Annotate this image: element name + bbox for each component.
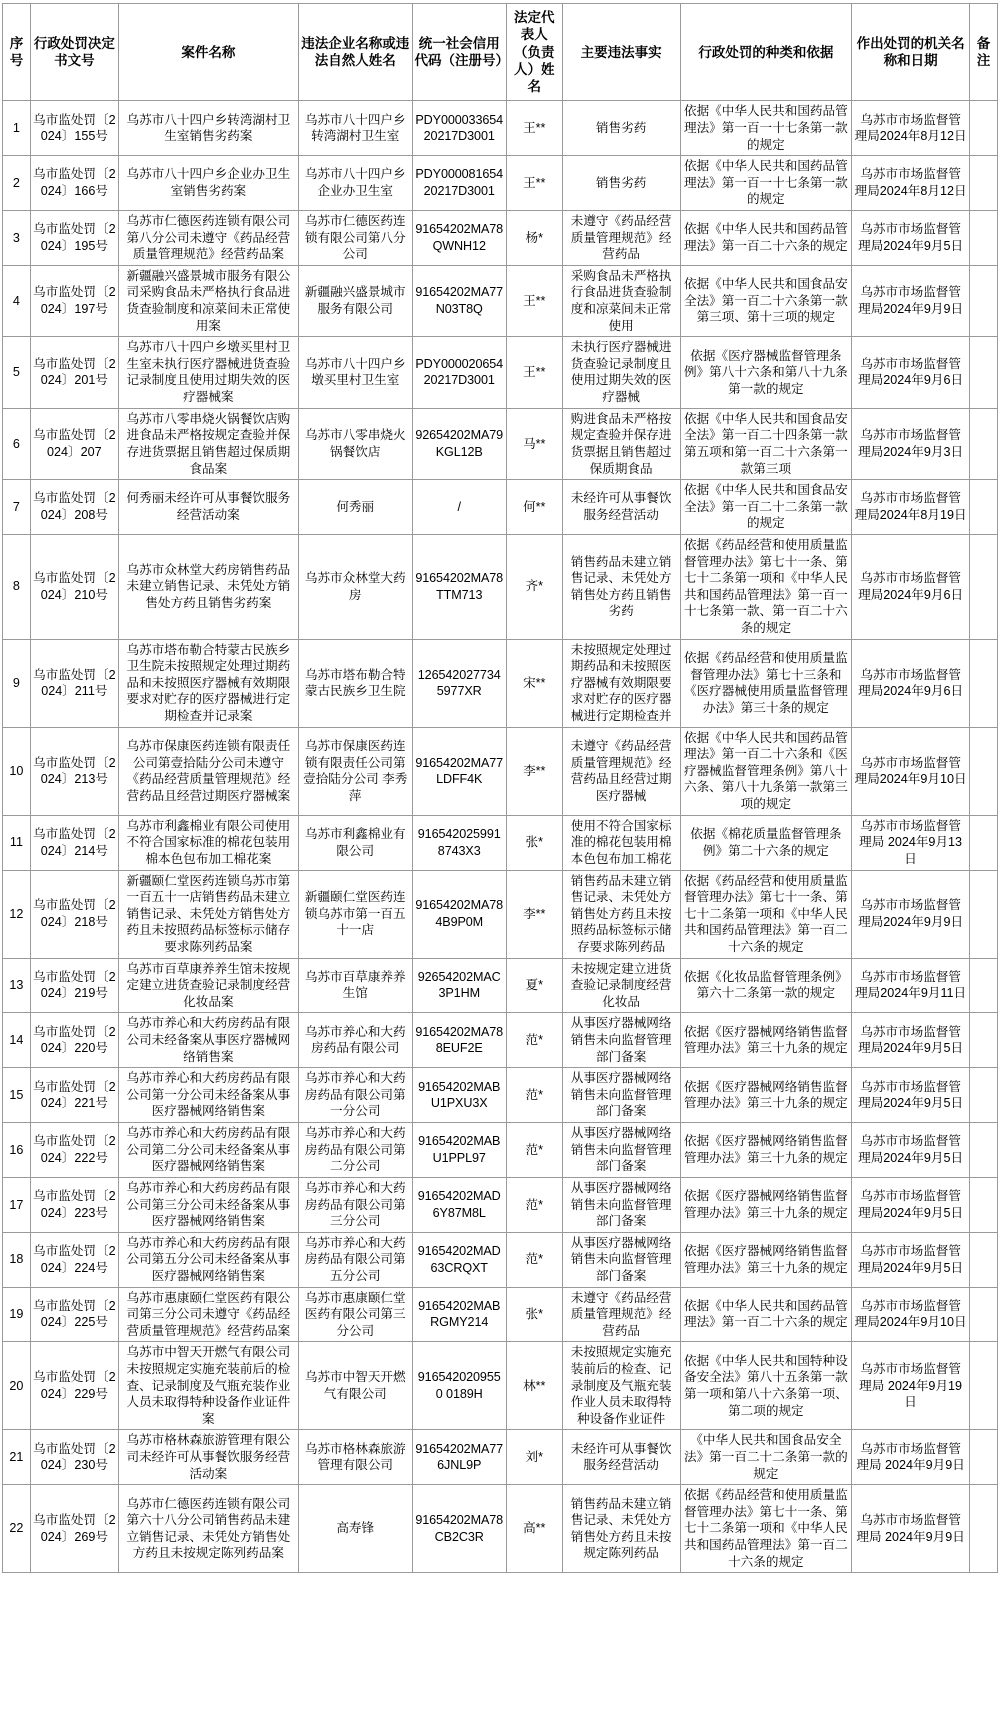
row-basis: 依据《中华人民共和国药品管理法》第一百二十六条的规定 (680, 210, 852, 265)
row-facts: 未按照规定实施充装前后的检查、记录制度及气瓶充装作业人员未取得特种设备作业证件 (562, 1342, 680, 1430)
table-row (3, 1430, 998, 1485)
row-remark (970, 101, 998, 156)
header-credit-code: 统一社会信用代码（注册号） (412, 4, 506, 101)
row-legal-rep: 张* (506, 1287, 562, 1342)
row-entity-name: 乌苏市八十四户乡墩买里村卫生室 (298, 337, 412, 408)
row-facts: 从事医疗器械网络销售未向监督管理部门备案 (562, 1013, 680, 1068)
row-index: 10 (3, 727, 31, 815)
row-index: 22 (3, 1485, 31, 1573)
row-legal-rep: 林** (506, 1342, 562, 1430)
row-index: 20 (3, 1342, 31, 1430)
row-remark (970, 1287, 998, 1342)
row-remark (970, 1342, 998, 1430)
row-index: 8 (3, 534, 31, 639)
row-index: 7 (3, 480, 31, 535)
row-credit-code: PDY00003365420217D3001 (412, 101, 506, 156)
row-entity-name: 乌苏市八零串烧火锅餐饮店 (298, 408, 412, 479)
row-entity-name: 乌苏市惠康颐仁堂医药有限公司第三分公司 (298, 1287, 412, 1342)
row-legal-rep: 张* (506, 815, 562, 870)
row-case-name: 乌苏市保康医药连锁有限责任公司第壹拾陆分公司未遵守《药品经营质量管理规范》经营药品且经营过期医疗器械案 (118, 727, 298, 815)
row-index: 19 (3, 1287, 31, 1342)
row-credit-code: 92654202MA79KGL12B (412, 408, 506, 479)
row-basis: 依据《医疗器械网络销售监督管理办法》第三十九条的规定 (680, 1232, 852, 1287)
table-row (3, 1342, 998, 1430)
row-entity-name: 新疆颐仁堂医药连锁乌苏市第一百五十一店 (298, 870, 412, 958)
row-entity-name: 乌苏市仁德医药连锁有限公司第八分公司 (298, 210, 412, 265)
row-credit-code: PDY00002065420217D3001 (412, 337, 506, 408)
table-row (3, 101, 998, 156)
row-doc-no: 乌市监处罚〔2024〕211号 (30, 639, 118, 727)
row-remark (970, 480, 998, 535)
header-case-name: 案件名称 (118, 4, 298, 101)
header-facts: 主要违法事实 (562, 4, 680, 101)
row-case-name: 乌苏市养心和大药房药品有限公司第三分公司未经备案从事医疗器械网络销售案 (118, 1177, 298, 1232)
row-legal-rep: 王** (506, 156, 562, 211)
row-basis: 依据《药品经营和使用质量监督管理办法》第七十一条、第七十二条第一项和《中华人民共和国药品管理法》第一百二十六条的规定 (680, 870, 852, 958)
row-basis: 《中华人民共和国食品安全法》第一百二十二条第一款的规定 (680, 1430, 852, 1485)
row-basis: 依据《医疗器械网络销售监督管理办法》第三十九条的规定 (680, 1068, 852, 1123)
row-doc-no: 乌市监处罚〔2024〕208号 (30, 480, 118, 535)
row-doc-no: 乌市监处罚〔2024〕207 (30, 408, 118, 479)
row-doc-no: 乌市监处罚〔2024〕197号 (30, 265, 118, 336)
row-entity-name: 乌苏市利鑫棉业有限公司 (298, 815, 412, 870)
row-credit-code: 91654202MABRGMY214 (412, 1287, 506, 1342)
row-doc-no: 乌市监处罚〔2024〕220号 (30, 1013, 118, 1068)
row-basis: 依据《医疗器械网络销售监督管理办法》第三十九条的规定 (680, 1123, 852, 1178)
row-index: 16 (3, 1123, 31, 1178)
row-organ: 乌苏市市场监督管理局2024年9月10日 (852, 727, 970, 815)
table-row (3, 1287, 998, 1342)
row-entity-name: 乌苏市养心和大药房药品有限公司第三分公司 (298, 1177, 412, 1232)
row-doc-no: 乌市监处罚〔2024〕223号 (30, 1177, 118, 1232)
row-remark (970, 1123, 998, 1178)
row-index: 13 (3, 958, 31, 1013)
row-facts: 未经许可从事餐饮服务经营活动 (562, 480, 680, 535)
row-organ: 乌苏市市场监督管理局2024年9月5日 (852, 1123, 970, 1178)
row-facts: 购进食品未严格按规定查验并保存进货票据且销售超过保质期食品 (562, 408, 680, 479)
row-remark (970, 958, 998, 1013)
row-entity-name: 乌苏市中智天开燃气有限公司 (298, 1342, 412, 1430)
row-credit-code: 91654202MABU1PXU3X (412, 1068, 506, 1123)
row-facts: 未按照规定处理过期药品和未按照医疗器械有效期限要求对贮存的医疗器械进行定期检查并 (562, 639, 680, 727)
row-doc-no: 乌市监处罚〔2024〕230号 (30, 1430, 118, 1485)
row-basis: 依据《药品经营和使用质量监督管理办法》第七十一条、第七十二条第一项和《中华人民共和国药品管理法》第一百一十七条第一款、第一百二十六条的规定 (680, 534, 852, 639)
row-index: 2 (3, 156, 31, 211)
row-organ: 乌苏市市场监督管理局2024年9月6日 (852, 337, 970, 408)
row-facts: 从事医疗器械网络销售未向监督管理部门备案 (562, 1177, 680, 1232)
table-row (3, 870, 998, 958)
row-remark (970, 1068, 998, 1123)
row-entity-name: 乌苏市八十四户乡企业办卫生室 (298, 156, 412, 211)
header-doc-no: 行政处罚决定书文号 (30, 4, 118, 101)
row-case-name: 乌苏市惠康颐仁堂医药有限公司第三分公司未遵守《药品经营质量管理规范》经营药品案 (118, 1287, 298, 1342)
row-index: 14 (3, 1013, 31, 1068)
row-index: 1 (3, 101, 31, 156)
row-entity-name: 乌苏市塔布勒合特蒙古民族乡卫生院 (298, 639, 412, 727)
row-basis: 依据《棉花质量监督管理条例》第二十六条的规定 (680, 815, 852, 870)
table-header (3, 4, 998, 101)
table-row (3, 815, 998, 870)
row-index: 11 (3, 815, 31, 870)
row-facts: 未遵守《药品经营质量管理规范》经营药品 (562, 210, 680, 265)
row-remark (970, 408, 998, 479)
row-credit-code: 91654202MABU1PPL97 (412, 1123, 506, 1178)
row-case-name: 何秀丽未经许可从事餐饮服务经营活动案 (118, 480, 298, 535)
row-facts: 销售劣药 (562, 156, 680, 211)
row-index: 4 (3, 265, 31, 336)
row-legal-rep: 范* (506, 1123, 562, 1178)
row-case-name: 乌苏市仁德医药连锁有限公司第六十八分公司销售药品未建立销售记录、未凭处方销售处方药且未按规定陈列药品案 (118, 1485, 298, 1573)
row-facts: 从事医疗器械网络销售未向监督管理部门备案 (562, 1068, 680, 1123)
row-basis: 依据《中华人民共和国食品安全法》第一百二十六条第一款第三项、第十三项的规定 (680, 265, 852, 336)
row-entity-name: 乌苏市众林堂大药房 (298, 534, 412, 639)
row-organ: 乌苏市市场监督管理局2024年8月12日 (852, 101, 970, 156)
row-credit-code: PDY00008165420217D3001 (412, 156, 506, 211)
row-remark (970, 727, 998, 815)
row-case-name: 乌苏市塔布勒合特蒙古民族乡卫生院未按照规定处理过期药品和未按照医疗器械有效期限要求对贮存的医疗器械进行定期检查并记录案 (118, 639, 298, 727)
row-facts: 未遵守《药品经营质量管理规范》经营药品且经营过期医疗器械 (562, 727, 680, 815)
row-legal-rep: 高** (506, 1485, 562, 1573)
row-doc-no: 乌市监处罚〔2024〕166号 (30, 156, 118, 211)
row-credit-code: 91654202MA784B9P0M (412, 870, 506, 958)
row-doc-no: 乌市监处罚〔2024〕224号 (30, 1232, 118, 1287)
row-doc-no: 乌市监处罚〔2024〕155号 (30, 101, 118, 156)
row-facts: 销售药品未建立销售记录、未凭处方销售处方药且未按规定陈列药品 (562, 1485, 680, 1573)
row-basis: 依据《化妆品监督管理条例》第六十二条第一款的规定 (680, 958, 852, 1013)
row-credit-code: 91654202MA788EUF2E (412, 1013, 506, 1068)
row-doc-no: 乌市监处罚〔2024〕229号 (30, 1342, 118, 1430)
row-legal-rep: 李** (506, 870, 562, 958)
row-legal-rep: 范* (506, 1232, 562, 1287)
row-case-name: 乌苏市百草康养养生馆未按规定建立进货查验记录制度经营化妆品案 (118, 958, 298, 1013)
row-doc-no: 乌市监处罚〔2024〕269号 (30, 1485, 118, 1573)
row-basis: 依据《药品经营和使用质量监督管理办法》第七十三条和《医疗器械使用质量监督管理办法》第三十条的规定 (680, 639, 852, 727)
header-organ: 作出处罚的机关名称和日期 (852, 4, 970, 101)
row-organ: 乌苏市市场监督管理局2024年9月6日 (852, 639, 970, 727)
row-legal-rep: 王** (506, 101, 562, 156)
row-facts: 未经许可从事餐饮服务经营活动 (562, 1430, 680, 1485)
row-index: 17 (3, 1177, 31, 1232)
table-row (3, 1232, 998, 1287)
row-organ: 乌苏市市场监督管理局 2024年9月13日 (852, 815, 970, 870)
table-row (3, 639, 998, 727)
row-remark (970, 1013, 998, 1068)
row-organ: 乌苏市市场监督管理局 2024年9月9日 (852, 1485, 970, 1573)
row-credit-code: 916542025991 8743X3 (412, 815, 506, 870)
row-legal-rep: 王** (506, 337, 562, 408)
row-entity-name: 乌苏市养心和大药房药品有限公司第一分公司 (298, 1068, 412, 1123)
row-organ: 乌苏市市场监督管理局2024年9月9日 (852, 870, 970, 958)
header-index: 序号 (3, 4, 31, 101)
row-index: 15 (3, 1068, 31, 1123)
row-entity-name: 何秀丽 (298, 480, 412, 535)
table-row (3, 534, 998, 639)
row-basis: 依据《中华人民共和国食品安全法》第一百二十四条第一款第五项和第一百二十六条第一款第三项 (680, 408, 852, 479)
row-case-name: 乌苏市仁德医药连锁有限公司第八分公司未遵守《药品经营质量管理规范》经营药品案 (118, 210, 298, 265)
row-basis: 依据《中华人民共和国药品管理法》第一百二十六条的规定 (680, 1287, 852, 1342)
row-entity-name: 乌苏市保康医药连锁有限责任公司第壹拾陆分公司 李秀萍 (298, 727, 412, 815)
row-remark (970, 210, 998, 265)
row-doc-no: 乌市监处罚〔2024〕201号 (30, 337, 118, 408)
row-remark (970, 1430, 998, 1485)
row-credit-code: 91654202MA77LDFF4K (412, 727, 506, 815)
table-row (3, 1177, 998, 1232)
row-case-name: 乌苏市八十四户乡墩买里村卫生室未执行医疗器械进货查验记录制度且使用过期失效的医疗器械案 (118, 337, 298, 408)
row-credit-code: 126542027734 5977XR (412, 639, 506, 727)
row-organ: 乌苏市市场监督管理局2024年9月5日 (852, 1232, 970, 1287)
row-basis: 依据《中华人民共和国食品安全法》第一百二十二条第一款的规定 (680, 480, 852, 535)
row-legal-rep: 夏* (506, 958, 562, 1013)
row-index: 3 (3, 210, 31, 265)
row-credit-code: 91654202MAD63CRQXT (412, 1232, 506, 1287)
row-legal-rep: 何** (506, 480, 562, 535)
row-index: 21 (3, 1430, 31, 1485)
row-legal-rep: 范* (506, 1177, 562, 1232)
row-basis: 依据《中华人民共和国药品管理法》第一百二十六条和《医疗器械监督管理条例》第八十六条、第八十九条第一款第三项的规定 (680, 727, 852, 815)
row-facts: 未遵守《药品经营质量管理规范》经营药品 (562, 1287, 680, 1342)
row-legal-rep: 宋** (506, 639, 562, 727)
row-basis: 依据《医疗器械网络销售监督管理办法》第三十九条的规定 (680, 1013, 852, 1068)
row-basis: 依据《中华人民共和国药品管理法》第一百一十七条第一款的规定 (680, 156, 852, 211)
header-row (3, 4, 998, 101)
table-row (3, 265, 998, 336)
row-index: 18 (3, 1232, 31, 1287)
table-row (3, 727, 998, 815)
row-index: 9 (3, 639, 31, 727)
row-organ: 乌苏市市场监督管理局2024年9月10日 (852, 1287, 970, 1342)
row-credit-code: 92654202MAC3P1HM (412, 958, 506, 1013)
row-legal-rep: 刘* (506, 1430, 562, 1485)
row-legal-rep: 范* (506, 1013, 562, 1068)
row-facts: 从事医疗器械网络销售未向监督管理部门备案 (562, 1123, 680, 1178)
row-facts: 销售劣药 (562, 101, 680, 156)
row-credit-code: 91654202MA78TTM713 (412, 534, 506, 639)
table-row (3, 958, 998, 1013)
row-credit-code: 91654202MA77N03T8Q (412, 265, 506, 336)
row-legal-rep: 范* (506, 1068, 562, 1123)
table-row (3, 1485, 998, 1573)
row-remark (970, 1232, 998, 1287)
table-row (3, 1013, 998, 1068)
row-doc-no: 乌市监处罚〔2024〕214号 (30, 815, 118, 870)
row-case-name: 乌苏市养心和大药房药品有限公司未经备案从事医疗器械网络销售案 (118, 1013, 298, 1068)
row-organ: 乌苏市市场监督管理局 2024年9月9日 (852, 1430, 970, 1485)
row-entity-name: 高寿锋 (298, 1485, 412, 1573)
row-doc-no: 乌市监处罚〔2024〕222号 (30, 1123, 118, 1178)
row-index: 12 (3, 870, 31, 958)
row-case-name: 乌苏市养心和大药房药品有限公司第五分公司未经备案从事医疗器械网络销售案 (118, 1232, 298, 1287)
row-case-name: 乌苏市格林森旅游管理有限公司未经许可从事餐饮服务经营活动案 (118, 1430, 298, 1485)
row-case-name: 乌苏市利鑫棉业有限公司使用不符合国家标准的棉花包装用棉本色包布加工棉花案 (118, 815, 298, 870)
row-organ: 乌苏市市场监督管理局2024年8月12日 (852, 156, 970, 211)
row-case-name: 新疆融兴盛景城市服务有限公司采购食品未严格执行食品进货查验制度和凉菜间未正常使用案 (118, 265, 298, 336)
row-remark (970, 870, 998, 958)
row-organ: 乌苏市市场监督管理局2024年9月5日 (852, 1013, 970, 1068)
row-remark (970, 337, 998, 408)
row-entity-name: 乌苏市养心和大药房药品有限公司第二分公司 (298, 1123, 412, 1178)
row-organ: 乌苏市市场监督管理局2024年9月11日 (852, 958, 970, 1013)
row-entity-name: 乌苏市格林森旅游管理有限公司 (298, 1430, 412, 1485)
row-basis: 依据《医疗器械监督管理条例》第八十六条和第八十九条第一款的规定 (680, 337, 852, 408)
row-doc-no: 乌市监处罚〔2024〕221号 (30, 1068, 118, 1123)
row-credit-code: 91654202MA78CB2C3R (412, 1485, 506, 1573)
row-facts: 使用不符合国家标准的棉花包装用棉本色包布加工棉花 (562, 815, 680, 870)
row-credit-code: / (412, 480, 506, 535)
row-doc-no: 乌市监处罚〔2024〕210号 (30, 534, 118, 639)
row-credit-code: 91654202MA78QWNH12 (412, 210, 506, 265)
row-organ: 乌苏市市场监督管理局2024年9月6日 (852, 534, 970, 639)
row-remark (970, 534, 998, 639)
row-legal-rep: 马** (506, 408, 562, 479)
row-entity-name: 乌苏市养心和大药房药品有限公司第五分公司 (298, 1232, 412, 1287)
row-entity-name: 新疆融兴盛景城市服务有限公司 (298, 265, 412, 336)
row-organ: 乌苏市市场监督管理局2024年9月5日 (852, 1068, 970, 1123)
row-organ: 乌苏市市场监督管理局2024年9月9日 (852, 265, 970, 336)
table-row (3, 408, 998, 479)
row-legal-rep: 王** (506, 265, 562, 336)
table-row (3, 1068, 998, 1123)
row-facts: 未按规定建立进货查验记录制度经营化妆品 (562, 958, 680, 1013)
table-body (3, 101, 998, 1573)
row-case-name: 乌苏市八零串烧火锅餐饮店购进食品未严格按规定查验并保存进货票据且销售超过保质期食品案 (118, 408, 298, 479)
row-index: 5 (3, 337, 31, 408)
row-remark (970, 1485, 998, 1573)
row-case-name: 乌苏市养心和大药房药品有限公司第二分公司未经备案从事医疗器械网络销售案 (118, 1123, 298, 1178)
row-organ: 乌苏市市场监督管理局2024年9月5日 (852, 1177, 970, 1232)
row-remark (970, 815, 998, 870)
row-entity-name: 乌苏市八十四户乡转湾湖村卫生室 (298, 101, 412, 156)
header-basis: 行政处罚的种类和依据 (680, 4, 852, 101)
table-row (3, 1123, 998, 1178)
row-entity-name: 乌苏市百草康养养生馆 (298, 958, 412, 1013)
row-basis: 依据《医疗器械网络销售监督管理办法》第三十九条的规定 (680, 1177, 852, 1232)
header-remark: 备注 (970, 4, 998, 101)
row-credit-code: 91654202MAD6Y87M8L (412, 1177, 506, 1232)
row-doc-no: 乌市监处罚〔2024〕195号 (30, 210, 118, 265)
row-case-name: 乌苏市养心和大药房药品有限公司第一分公司未经备案从事医疗器械网络销售案 (118, 1068, 298, 1123)
row-case-name: 新疆颐仁堂医药连锁乌苏市第一百五十一店销售药品未建立销售记录、未凭处方销售处方药且未按照药品标签标示储存要求陈列药品案 (118, 870, 298, 958)
row-organ: 乌苏市市场监督管理局2024年9月5日 (852, 210, 970, 265)
table-row (3, 156, 998, 211)
row-doc-no: 乌市监处罚〔2024〕213号 (30, 727, 118, 815)
row-basis: 依据《中华人民共和国特种设备安全法》第八十五条第一款第一项和第八十六条第一项、第二项的规定 (680, 1342, 852, 1430)
row-index: 6 (3, 408, 31, 479)
row-case-name: 乌苏市中智天开燃气有限公司未按照规定实施充装前后的检查、记录制度及气瓶充装作业人员未取得特种设备作业证件案 (118, 1342, 298, 1430)
row-organ: 乌苏市市场监督管理局2024年9月3日 (852, 408, 970, 479)
table-row (3, 480, 998, 535)
row-credit-code: 91654202MA776JNL9P (412, 1430, 506, 1485)
row-legal-rep: 齐* (506, 534, 562, 639)
row-facts: 未执行医疗器械进货查验记录制度且使用过期失效的医疗器械 (562, 337, 680, 408)
row-case-name: 乌苏市众林堂大药房销售药品未建立销售记录、未凭处方销售处方药且销售劣药案 (118, 534, 298, 639)
header-entity-name: 违法企业名称或违法自然人姓名 (298, 4, 412, 101)
row-basis: 依据《药品经营和使用质量监督管理办法》第七十一条、第七十二条第一项和《中华人民共和国药品管理法》第一百二十六条的规定 (680, 1485, 852, 1573)
row-case-name: 乌苏市八十四户乡转湾湖村卫生室销售劣药案 (118, 101, 298, 156)
row-entity-name: 乌苏市养心和大药房药品有限公司 (298, 1013, 412, 1068)
row-remark (970, 1177, 998, 1232)
row-doc-no: 乌市监处罚〔2024〕225号 (30, 1287, 118, 1342)
row-doc-no: 乌市监处罚〔2024〕219号 (30, 958, 118, 1013)
row-legal-rep: 杨* (506, 210, 562, 265)
row-facts: 销售药品未建立销售记录、未凭处方销售处方药且销售劣药 (562, 534, 680, 639)
row-facts: 从事医疗器械网络销售未向监督管理部门备案 (562, 1232, 680, 1287)
row-remark (970, 156, 998, 211)
row-organ: 乌苏市市场监督管理局2024年8月19日 (852, 480, 970, 535)
table-row (3, 210, 998, 265)
row-organ: 乌苏市市场监督管理局 2024年9月19日 (852, 1342, 970, 1430)
row-credit-code: 9165420209550 0189H (412, 1342, 506, 1430)
row-remark (970, 639, 998, 727)
row-doc-no: 乌市监处罚〔2024〕218号 (30, 870, 118, 958)
row-remark (970, 265, 998, 336)
row-legal-rep: 李** (506, 727, 562, 815)
row-basis: 依据《中华人民共和国药品管理法》第一百一十七条第一款的规定 (680, 101, 852, 156)
table-row (3, 337, 998, 408)
row-case-name: 乌苏市八十四户乡企业办卫生室销售劣药案 (118, 156, 298, 211)
row-facts: 采购食品未严格执行食品进货查验制度和凉菜间未正常使用 (562, 265, 680, 336)
header-legal-rep: 法定代表人（负责人）姓名 (506, 4, 562, 101)
row-facts: 销售药品未建立销售记录、未凭处方销售处方药且未按照药品标签标示储存要求陈列药品 (562, 870, 680, 958)
administrative-penalty-table (2, 3, 998, 1573)
